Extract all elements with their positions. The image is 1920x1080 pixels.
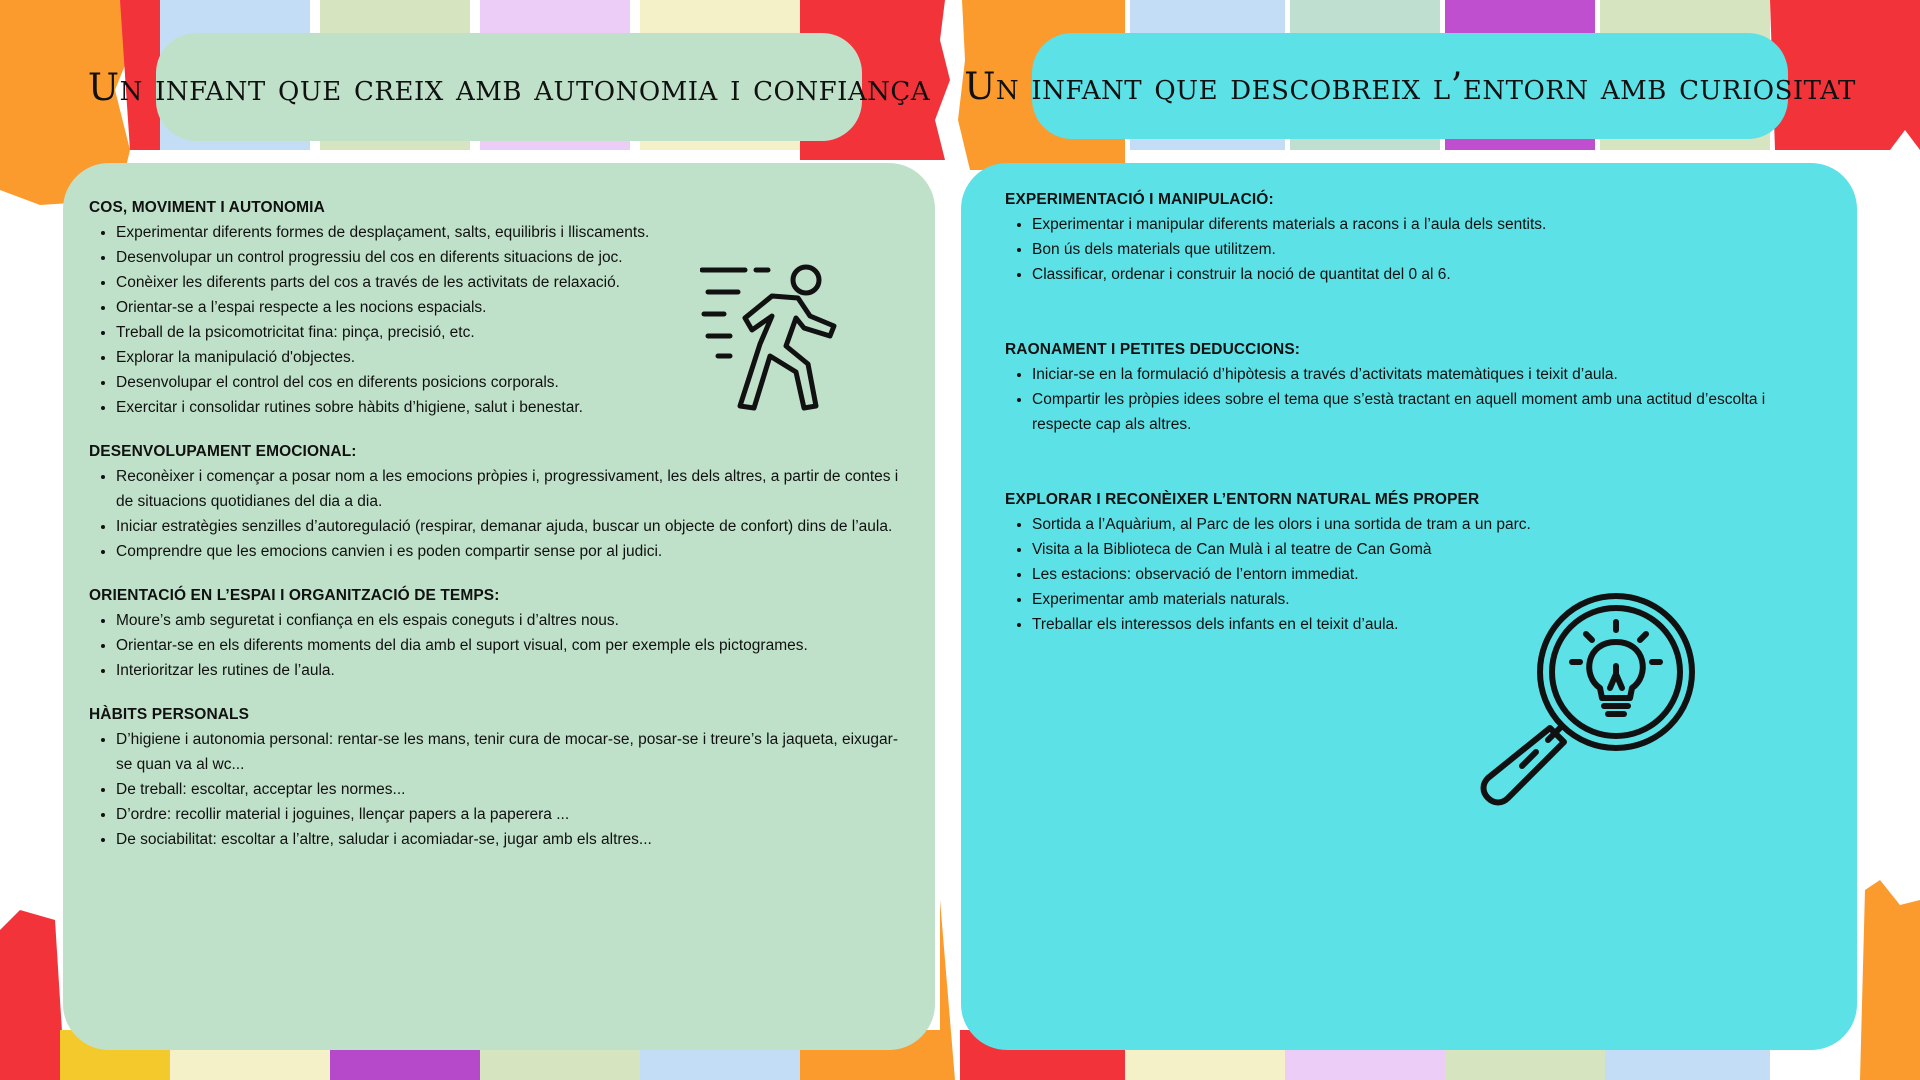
list-item: • Treballar els interessos dels infants en el teixit d’aula. <box>1032 612 1827 637</box>
list-item: • Desenvolupar un control progressiu del cos en diferents situacions de joc. <box>116 245 911 270</box>
section-experimentacio <box>1005 191 1827 287</box>
list-item: • De treball: escoltar, acceptar les normes... <box>116 777 911 802</box>
list-item: • D’higiene i autonomia personal: rentar-se les mans, tenir cura de mocar-se, posar-se i treure’s la jaqueta, eixugar-se quan va al wc... <box>116 727 911 777</box>
section-heading: DESENVOLUPAMENT EMOCIONAL: <box>89 443 357 460</box>
bullet-list <box>89 608 911 683</box>
left-title-banner <box>87 33 931 141</box>
section-heading: RAONAMENT I PETITES DEDUCCIONS: <box>1005 341 1301 358</box>
list-item: • Reconèixer i començar a posar nom a les emocions pròpies i, progressivament, les dels altres, a partir de contes i de situacions quotidianes del dia a dia. <box>116 464 911 514</box>
section-habits-personals <box>89 706 911 852</box>
right-title-banner <box>964 33 1856 139</box>
list-item: • Bon ús dels materials que utilitzem. <box>1032 237 1827 262</box>
left-title-text: Un infant que creix amb autonomia i confiança <box>87 65 931 109</box>
list-item: • Desenvolupar el control del cos en diferents posicions corporals. <box>116 370 911 395</box>
list-item: • Treball de la psicomotricitat fina: pinça, precisió, etc. <box>116 320 911 345</box>
bullet-list <box>1005 212 1827 287</box>
section-heading: EXPLORAR I RECONÈIXER L’ENTORN NATURAL MÉS PROPER <box>1005 491 1480 508</box>
section-orientacio-espai <box>89 587 911 683</box>
list-item: • Visita a la Biblioteca de Can Mulà i al teatre de Can Gomà <box>1032 537 1827 562</box>
list-item: • Compartir les pròpies idees sobre el tema que s’està tractant en aquell moment amb una actitud d’escolta i respecte cap als altres. <box>1032 387 1827 437</box>
list-item: • D’ordre: recollir material i joguines, llençar papers a la paperera ... <box>116 802 911 827</box>
list-item: • Experimentar i manipular diferents materials a racons i a l’aula dels sentits. <box>1032 212 1827 237</box>
section-heading: EXPERIMENTACIÓ I MANIPULACIÓ: <box>1005 191 1274 208</box>
list-item: • De sociabilitat: escoltar a l’altre, saludar i acomiadar-se, jugar amb els altres... <box>116 827 911 852</box>
list-item: • Classificar, ordenar i construir la noció de quantitat del 0 al 6. <box>1032 262 1827 287</box>
list-item: • Moure’s amb seguretat i confiança en els espais coneguts i d’altres nous. <box>116 608 911 633</box>
bullet-list <box>89 464 911 564</box>
list-item: • Iniciar-se en la formulació d’hipòtesis a través d’activitats matemàtiques i teixit d’aula. <box>1032 362 1827 387</box>
list-item: • Conèixer les diferents parts del cos a través de les activitats de relaxació. <box>116 270 911 295</box>
section-heading: HÀBITS PERSONALS <box>89 706 250 723</box>
magnifier-lightbulb-icon <box>1478 588 1704 806</box>
right-content-panel <box>961 163 1857 1050</box>
section-heading: ORIENTACIÓ EN L’ESPAI I ORGANITZACIÓ DE TEMPS: <box>89 587 500 604</box>
list-item: • Experimentar amb materials naturals. <box>1032 587 1827 612</box>
list-item: • Explorar la manipulació d'objectes. <box>116 345 911 370</box>
list-item: • Iniciar estratègies senzilles d’autoregulació (respirar, demanar ajuda, buscar un objecte de confort) dins de l’aula. <box>116 514 911 539</box>
list-item: • Experimentar diferents formes de desplaçament, salts, equilibris i lliscaments. <box>116 220 911 245</box>
section-desenvolupament-emocional <box>89 443 911 564</box>
list-item: • Les estacions: observació de l’entorn immediat. <box>1032 562 1827 587</box>
list-item: • Interioritzar les rutines de l’aula. <box>116 658 911 683</box>
list-item: • Sortida a l’Aquàrium, al Parc de les olors i una sortida de tram a un parc. <box>1032 512 1827 537</box>
running-person-icon <box>700 258 860 418</box>
bullet-list <box>89 727 911 852</box>
section-heading: COS, MOVIMENT I AUTONOMIA <box>89 199 325 216</box>
list-item: • Orientar-se en els diferents moments del dia amb el suport visual, com per exemple els pictogrames. <box>116 633 911 658</box>
section-raonament <box>1005 341 1827 437</box>
bullet-list <box>1005 362 1827 437</box>
list-item: • Orientar-se a l’espai respecte a les nocions espacials. <box>116 295 911 320</box>
right-title-text: Un infant que descobreix l’entorn amb curiositat <box>964 64 1856 108</box>
list-item: • Exercitar i consolidar rutines sobre hàbits d’higiene, salut i benestar. <box>116 395 911 420</box>
list-item: • Comprendre que les emocions canvien i es poden compartir sense por al judici. <box>116 539 911 564</box>
